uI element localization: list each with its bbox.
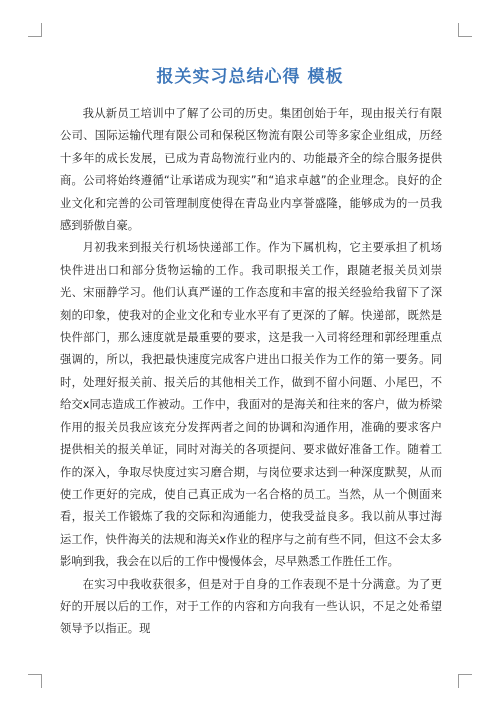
crop-mark-bottom-right bbox=[458, 674, 472, 688]
crop-mark-top-left bbox=[28, 23, 42, 37]
paragraph-1: 我从新员工培训中了解了公司的历史。集团创始于年，现由报关行有限公司、国际运输代理有限公司和保税区物流有限公司等多家企业组成，历经十多年的成长发展，已成为青岛物流行业内的、功能最齐全的综合服务提供商。公司将始终遵循“让承诺成为现实”和“追求卓越”的企业理念。良好的企业文化和完善的公司管理制度使得在青岛业内享誉盛隆，能够成为的一员我感到骄傲自豪。 bbox=[60, 107, 442, 233]
paragraph-3: 在实习中我收获很多，但是对于自身的工作表现不是十分满意。为了更好的开展以后的工作，对于工作的内容和方向我有一些认识，不足之处希望领导予以指正。现 bbox=[60, 577, 442, 636]
crop-mark-bottom-left bbox=[28, 674, 42, 688]
paragraph-2: 月初我来到报关行机场快递部工作。作为下属机构，它主要承担了机场快件进出口和部分货物运输的工作。我司职报关工作，跟随老报关员刘崇光、宋丽静学习。他们认真严谨的工作态度和丰富的报关经验给我留下了深刻的印象，使我对的企业文化和专业水平有了更深的了解。快递部，既然是快件部门，那么速度就是最重要的要求，这是我一入司将经理和郭经理重点强调的，所以，我把最快速度完成客户进出口报关作为工作的第一要务。同时，处理好报关前、报关后的其他相关工作，做到不留小问题、小尾巴，不给交x同志造成工作被动。工作中，我面对的是海关和往来的客户，做为桥梁作用的报关员我应该充分发挥两者之间的协调和沟通作用，准确的要求客户提供相关的报关单证，同时对海关的各项提问、要求做好准备工作。随着工作的深入，争取尽快度过实习磨合期，与岗位要求达到一种深度默契，从而使工作更好的完成，使自己真正成为一名合格的员工。当然，从一个侧面来看，报关工作锻炼了我的交际和沟通能力，使我受益良多。我以前从事过海运工作，快件海关的法规和海关x作业的程序与之前有些不同，但这不会太多影响到我，我会在以后的工作中慢慢体会，尽早熟悉工作胜任工作。 bbox=[60, 241, 442, 569]
document-body bbox=[60, 103, 442, 641]
document-title: 报关实习总结心得 模板 bbox=[156, 67, 344, 87]
crop-mark-top-right bbox=[458, 23, 472, 37]
